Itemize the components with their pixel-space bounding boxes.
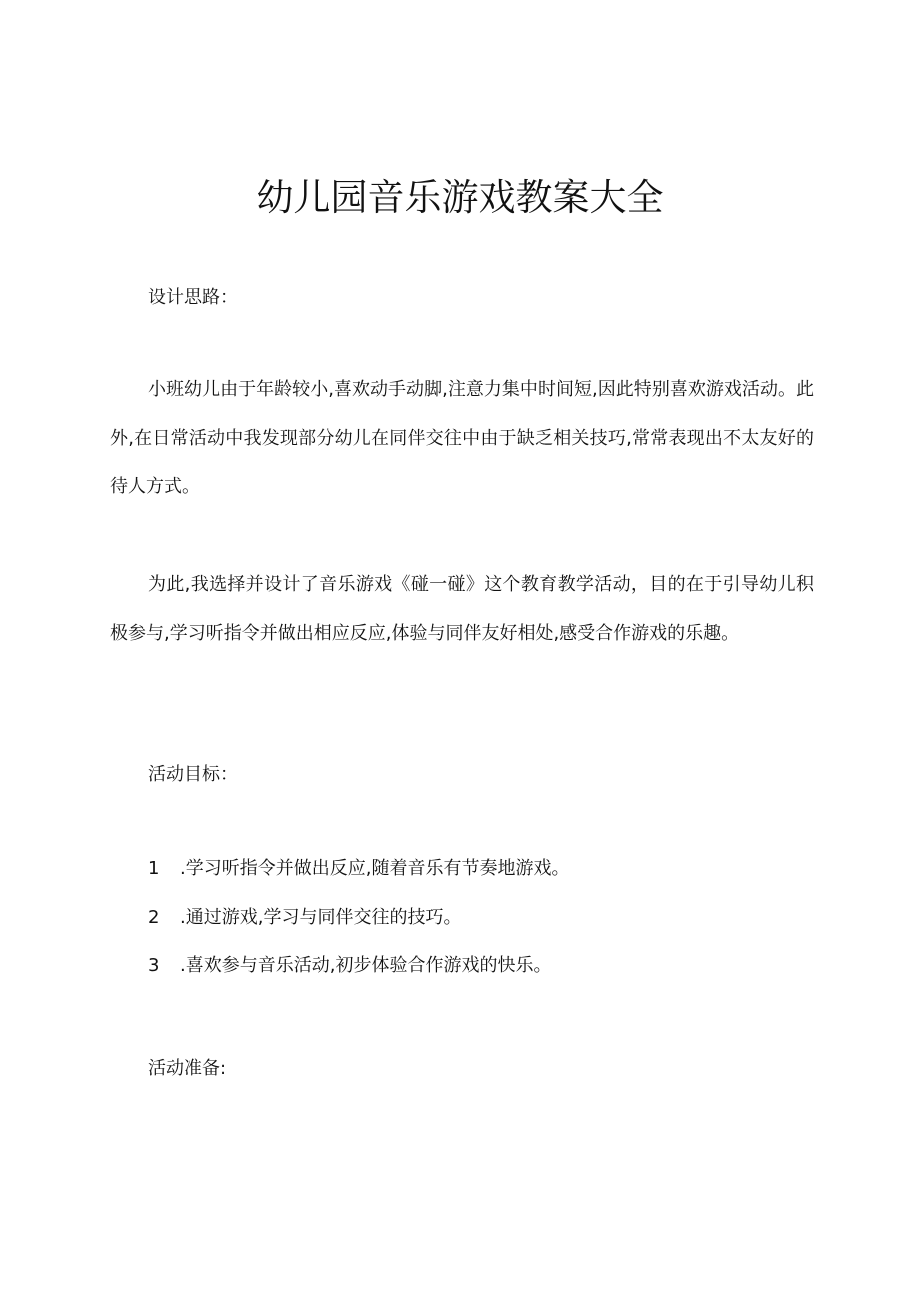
design-heading: 设计思路： [148,287,238,308]
goal-text: .学习听指令并做出反应,随着音乐有节奏地游戏。 [180,858,570,879]
design-paragraph-1: 小班幼儿由于年龄较小,喜欢动手动脚,注意力集中时间短,因此特别喜欢游戏活动。此外,在日常活动中我发现部分幼儿在同伴交往中由于缺乏相关技巧,常常表现出不太友好的待人方式。 [110,379,814,497]
goals-heading: 活动目标： [148,764,238,785]
goal-item-2 [148,905,461,931]
goal-text: .喜欢参与音乐活动,初步体验合作游戏的快乐。 [180,955,552,976]
goal-item-1 [148,856,569,882]
prep-heading: 活动准备: [148,1058,227,1079]
document-title: 幼儿园音乐游戏教案大全 [256,176,664,219]
goal-item-3 [148,953,551,979]
goal-number: 1 [148,858,160,879]
goal-number: 2 [148,907,160,928]
goal-number: 3 [148,955,160,976]
design-paragraph-2: 为此,我选择并设计了音乐游戏《碰一碰》这个教育教学活动，目的在于引导幼儿积极参与,学习听指令并做出相应反应,体验与同伴友好相处,感受合作游戏的乐趣。 [110,574,814,644]
goal-text: .通过游戏,学习与同伴交往的技巧。 [180,907,462,928]
